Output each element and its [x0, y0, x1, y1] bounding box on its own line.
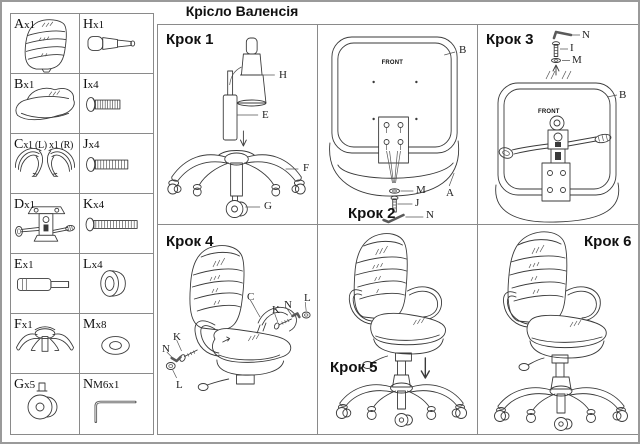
step-6-label: Крок 6 [584, 233, 632, 250]
callout-a: A [446, 187, 454, 199]
part-cell-G: Gx5 [11, 374, 80, 434]
part-cell-F: Fx1 [11, 314, 80, 374]
part-cell-K: Kx4 [80, 194, 153, 254]
callout-k-left: K [173, 331, 181, 343]
step-3-panel [478, 25, 638, 225]
part-cell-A [11, 14, 80, 74]
step-3-label: Крок 3 [486, 31, 534, 48]
callout-g: G [264, 200, 272, 212]
callout-j: J [415, 197, 420, 209]
step-5-label: Крок 5 [330, 359, 378, 376]
callout-e: E [262, 109, 269, 121]
step-1-label: Крок 1 [166, 31, 214, 48]
part-cell-N: NM6x1 [80, 374, 153, 434]
callout-b: B [619, 89, 627, 101]
assembly-steps-grid [157, 24, 639, 435]
down-arrow-icon [240, 131, 246, 146]
callout-h: H [279, 69, 287, 81]
callout-m: M [572, 54, 582, 66]
step-4-label: Крок 4 [166, 233, 214, 250]
front-marking: FRONT [538, 109, 560, 115]
step-6-diagram [478, 225, 638, 434]
callout-b: B [459, 44, 467, 56]
parts-table [10, 13, 154, 435]
callout-l-right: L [304, 292, 311, 304]
part-cell-B: Bx1 [11, 74, 80, 134]
step-3-diagram [478, 25, 638, 224]
callout-i: I [570, 42, 574, 54]
step-2-label: Крок 2 [348, 205, 396, 222]
part-cell-J: Jx4 [80, 134, 153, 194]
callout-n-left: N [162, 343, 170, 355]
callout-c: C [247, 291, 255, 303]
step-5-diagram [318, 225, 477, 434]
step-4-panel [158, 225, 318, 434]
part-cell-M: Mx8 [80, 314, 153, 374]
part-qty: x1 [24, 19, 36, 31]
part-cell-I: Ix4 [80, 74, 153, 134]
step-5-panel [318, 225, 478, 434]
callout-f: F [303, 162, 310, 174]
callout-n: N [426, 209, 434, 221]
hex-key-icon [554, 32, 571, 38]
part-cell-H: Hx1 [80, 14, 153, 74]
front-marking: FRONT [381, 59, 404, 67]
step-1-diagram [158, 25, 317, 224]
callout-k-right: K [272, 304, 280, 316]
step-2-panel [318, 25, 478, 225]
step-4-diagram [158, 225, 317, 434]
down-arrow-icon [421, 358, 429, 378]
part-cell-D: Dx1 [11, 194, 80, 254]
step-6-panel [478, 225, 638, 434]
page-title: Крісло Валенсія [185, 3, 299, 19]
part-cell-L: Lx4 [80, 254, 153, 314]
part-cell-E: Ex1 [11, 254, 80, 314]
callout-m: M [416, 184, 426, 196]
part-letter: A [14, 17, 25, 32]
step-1-panel [158, 25, 318, 225]
callout-l-left: L [176, 379, 183, 391]
part-cell-C: Cx1 (L) x1 (R) [11, 134, 80, 194]
callout-n: N [582, 29, 590, 41]
callout-n-right: N [284, 299, 292, 311]
